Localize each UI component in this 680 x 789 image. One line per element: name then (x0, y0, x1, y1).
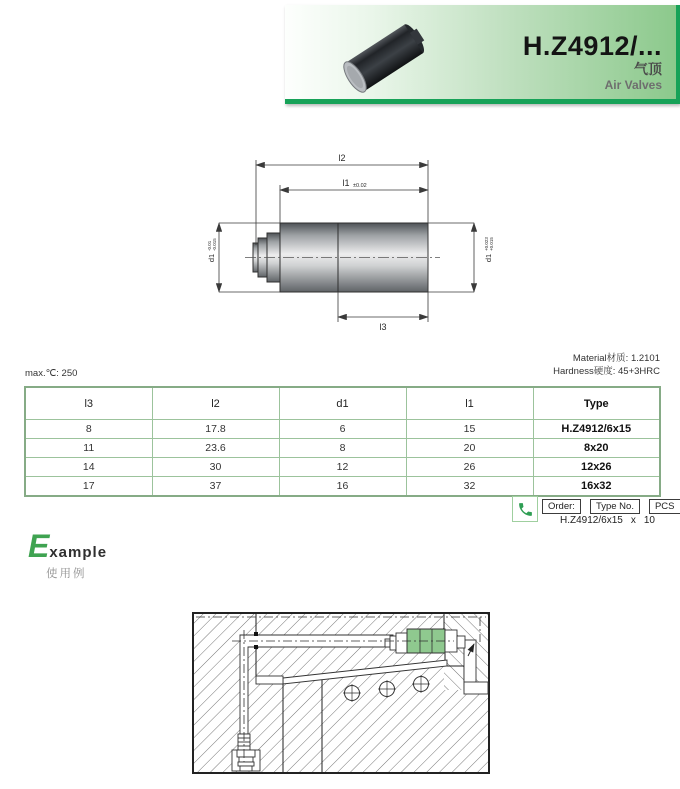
table-header-row (25, 387, 660, 420)
product-title: H.Z4912/... (522, 31, 662, 61)
cell-d1: 6 (279, 420, 406, 439)
banner-bottom-bar (285, 99, 676, 104)
cell-l3: 14 (25, 458, 152, 477)
example-rest: xample (49, 544, 108, 561)
cell-d1: 8 (279, 439, 406, 458)
example-heading (28, 528, 107, 565)
order-times-sign: x (630, 515, 636, 526)
order-example-type: H.Z4912/6x15 (560, 515, 623, 526)
product-banner (285, 5, 680, 104)
col-header-l2: l2 (152, 387, 279, 420)
order-example-line (560, 515, 655, 526)
example-initial: E (28, 528, 50, 564)
cell-l1: 15 (406, 420, 533, 439)
seal-ring (254, 645, 258, 649)
cell-l3: 8 (25, 420, 152, 439)
dim-label-d1-left (207, 238, 217, 262)
table-row (25, 420, 660, 439)
cell-l2: 30 (152, 458, 279, 477)
dimension-drawing (203, 146, 495, 343)
cell-l1: 26 (406, 458, 533, 477)
seal-ring (254, 632, 258, 636)
pcs-label: PCS (649, 499, 680, 514)
svg-text:d1: d1 (207, 253, 216, 263)
phone-icon (512, 496, 538, 522)
cell-type: H.Z4912/6x15 (533, 420, 660, 439)
svg-text:d1: d1 (484, 253, 493, 263)
cell-l1: 20 (406, 439, 533, 458)
order-label: Order: (542, 499, 581, 514)
svg-text:-0.01: -0.01 (207, 240, 212, 251)
type-no-label: Type No. (590, 499, 640, 514)
cylinder-product-photo (323, 17, 443, 108)
cell-l3: 17 (25, 477, 152, 497)
spec-table (24, 386, 661, 497)
col-header-l3: l3 (25, 387, 152, 420)
cell-type: 8x20 (533, 439, 660, 458)
cell-l2: 23.6 (152, 439, 279, 458)
dim-label-l1-tol: ±0.02 (353, 183, 367, 189)
hardness-spec: Hardness硬度: 45+3HRC (553, 366, 660, 377)
table-row (25, 477, 660, 497)
table-row (25, 458, 660, 477)
dim-label-d1-right (484, 237, 494, 263)
col-header-type: Type (533, 387, 660, 420)
dim-label-l1: l1 (342, 178, 350, 188)
cell-l3: 11 (25, 439, 152, 458)
cell-d1: 12 (279, 458, 406, 477)
table-row (25, 439, 660, 458)
material-hardness-block (553, 352, 660, 378)
product-subtitle-cn: 气顶 (634, 61, 662, 77)
max-temperature: max.℃: 250 (25, 368, 78, 379)
application-drawing (192, 612, 490, 779)
cell-l2: 17.8 (152, 420, 279, 439)
cell-d1: 16 (279, 477, 406, 497)
svg-text:+0.023: +0.023 (484, 237, 489, 251)
order-labels (542, 499, 680, 514)
material-spec: Material材质: 1.2101 (572, 353, 660, 364)
svg-text:+0.015: +0.015 (489, 237, 494, 251)
cell-type: 16x32 (533, 477, 660, 497)
product-subtitle-en: Air Valves (604, 78, 662, 92)
cell-type: 12x26 (533, 458, 660, 477)
dim-label-l2: l2 (338, 153, 346, 163)
example-subtitle-cn: 使用例 (46, 568, 87, 580)
svg-text:-0.015: -0.015 (212, 238, 217, 251)
dim-label-l3: l3 (379, 322, 387, 332)
cell-l1: 32 (406, 477, 533, 497)
col-header-l1: l1 (406, 387, 533, 420)
cell-l2: 37 (152, 477, 279, 497)
order-example-qty: 10 (643, 515, 655, 526)
col-header-d1: d1 (279, 387, 406, 420)
